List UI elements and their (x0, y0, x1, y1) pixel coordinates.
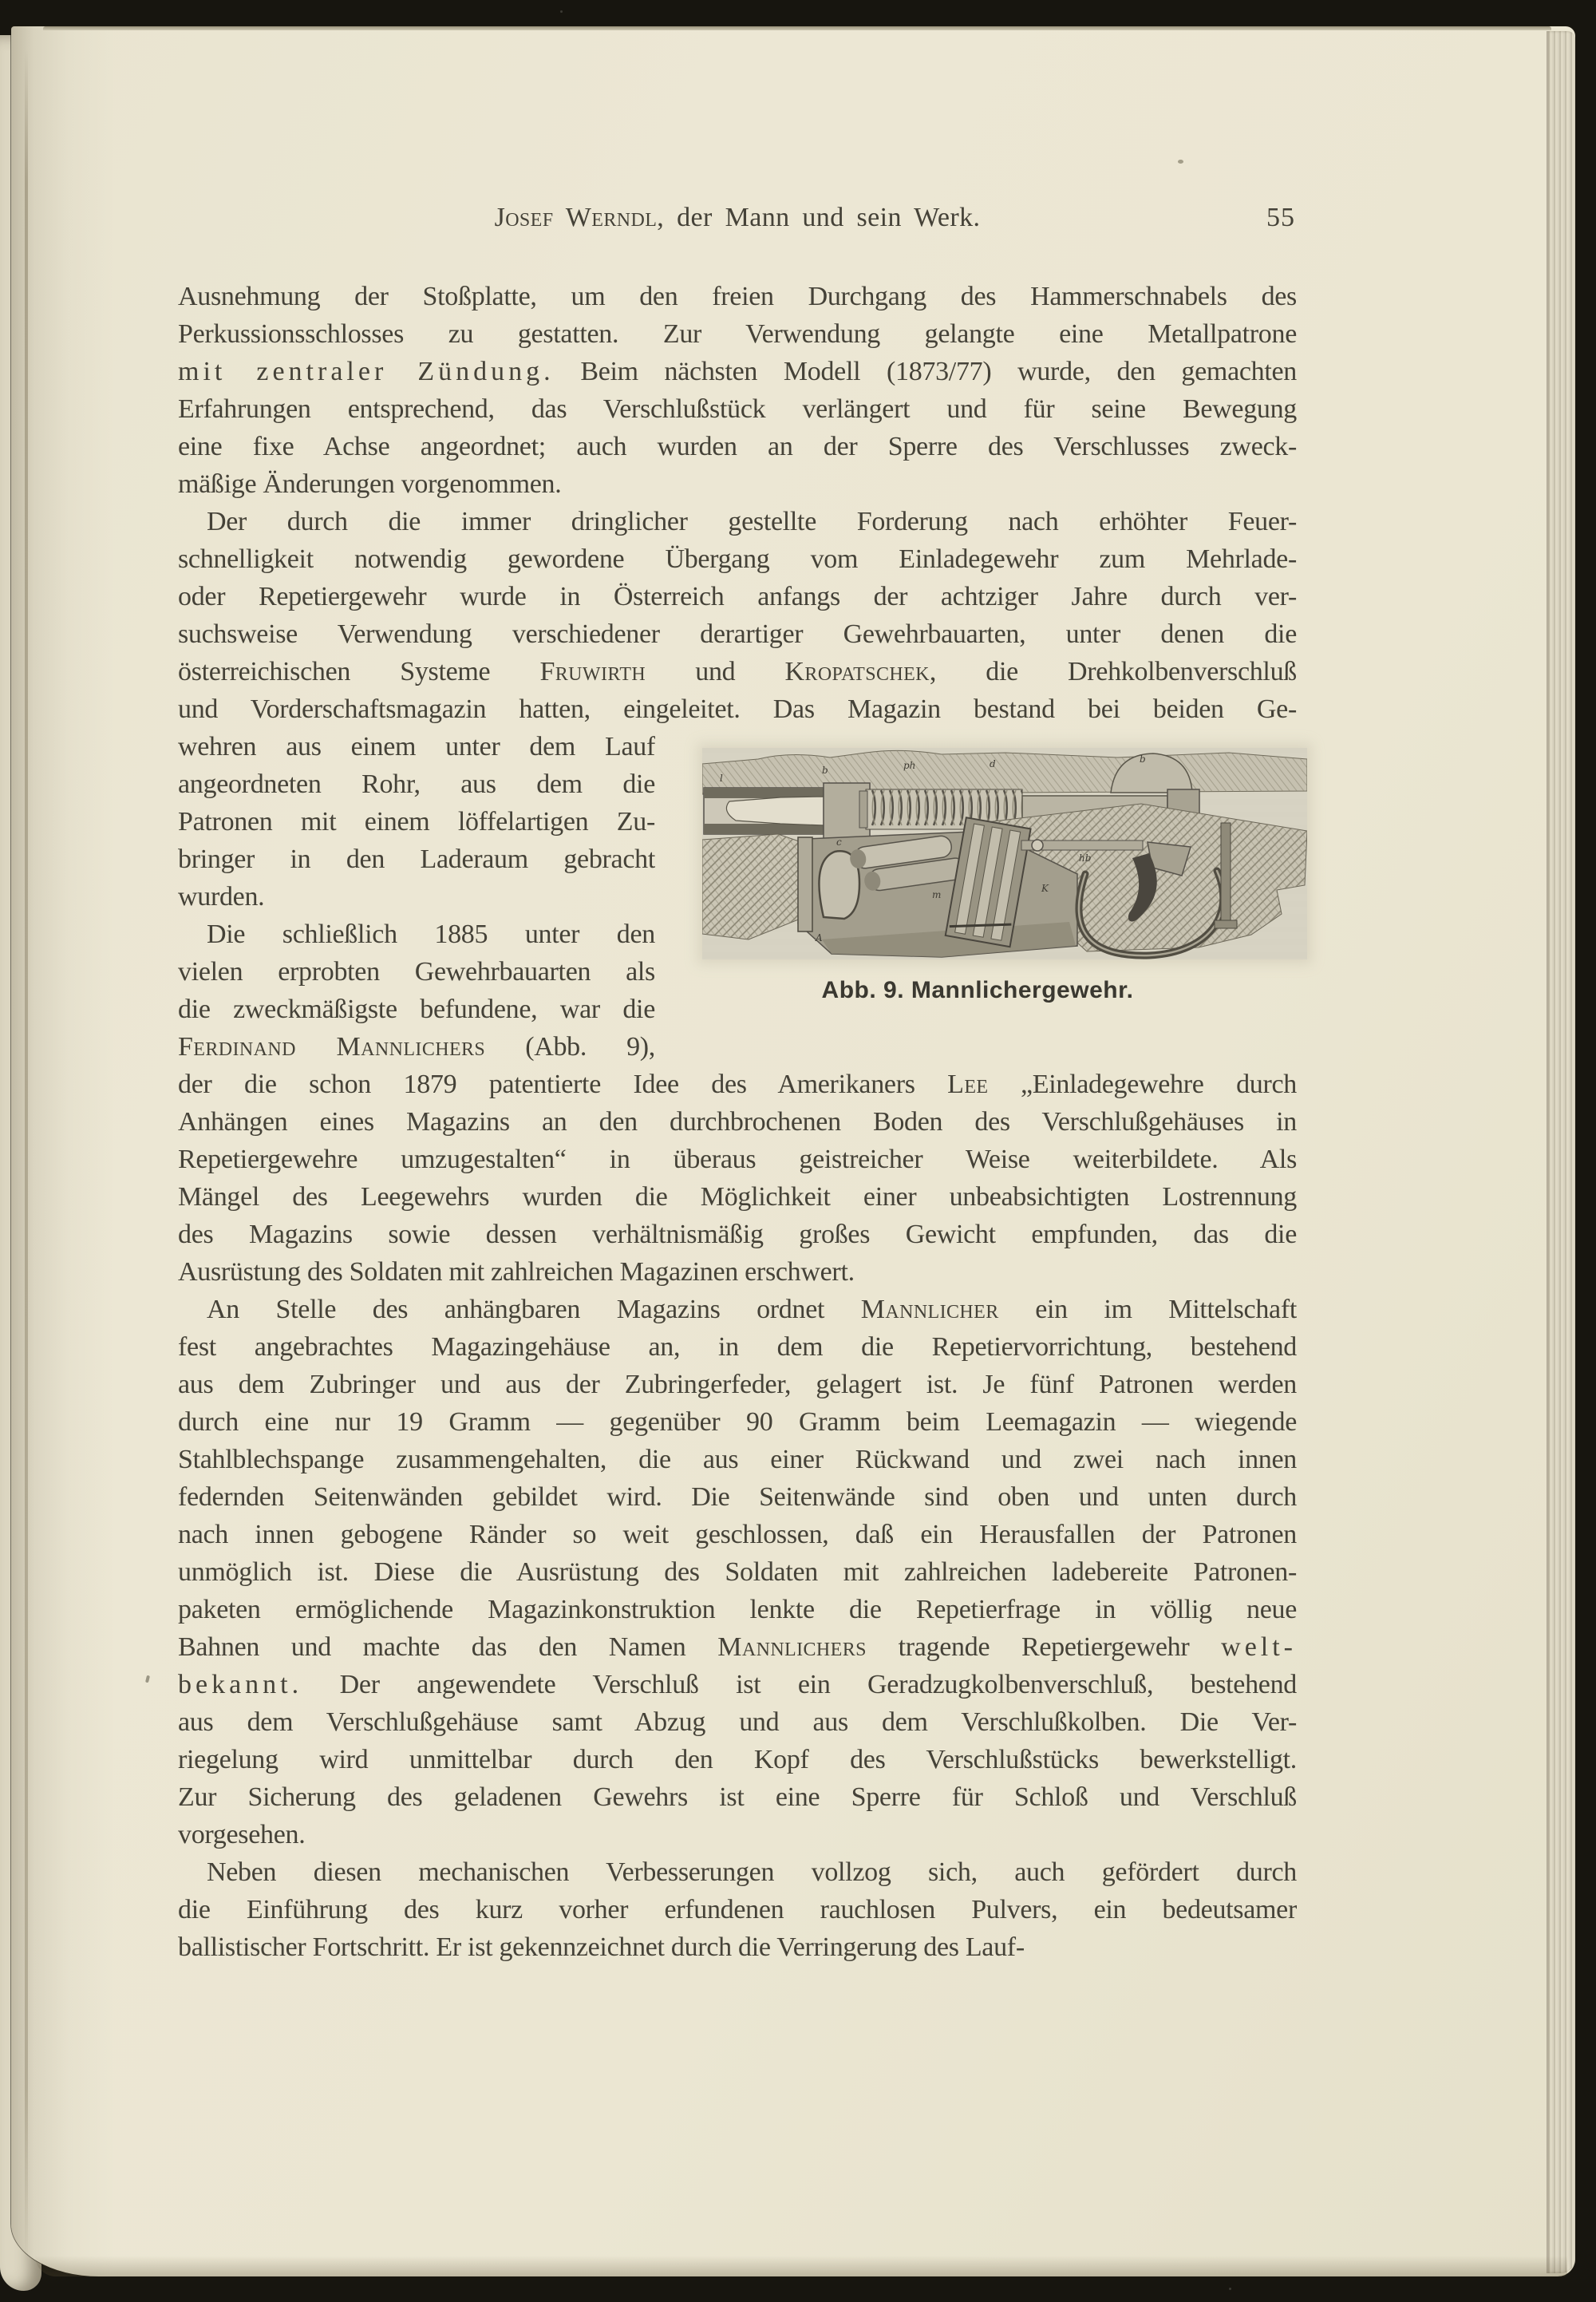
text-line (178, 690, 1297, 728)
text-run: der die schon 1879 patentierte Idee des Amerikaners (178, 1070, 948, 1099)
text-line (178, 1028, 655, 1066)
text-line (178, 1928, 1297, 1966)
small-caps-name: Mannlicher (860, 1295, 999, 1324)
text-line (178, 1366, 1297, 1403)
text-run: bekannt. (178, 1670, 303, 1699)
text-run: vielen erprobten Gewehrbauarten als (178, 957, 655, 987)
text-run: Stahlblechspange zusammengehalten, die aus einer Rückwand und zwei nach innen (178, 1445, 1297, 1474)
text-line (178, 1253, 1297, 1291)
text-run: mäßige Änderungen vorgenommen. (178, 469, 562, 499)
figure-abb-9 (702, 748, 1307, 959)
text-run: paketen ermöglichende Magazinkonstruktion lenkte die Repetierfrage in völlig neue (178, 1595, 1297, 1624)
text-line (178, 1591, 1297, 1628)
figure-part-label: b (822, 765, 828, 776)
text-line (178, 1816, 1297, 1853)
text-run: angeordneten Rohr, aus dem die (178, 769, 655, 799)
text-line (178, 1328, 1297, 1366)
text-run: , der Mann und sein Werk. (657, 203, 981, 232)
text-run: ballistischer Fortschritt. Er ist gekennzeichnet durch die Verringerung des Lauf- (178, 1932, 1025, 1962)
text-run: suchsweise Verwendung verschiedener derartiger Gewehrbauarten, unter denen die (178, 619, 1297, 649)
dust-speck (1229, 2288, 1231, 2290)
text-line (178, 1553, 1297, 1591)
text-line (178, 1778, 1297, 1816)
small-caps-name: Ferdinand Mannlichers (178, 1032, 486, 1062)
text-run: wehren aus einem unter dem Lauf (178, 732, 655, 761)
gutter-shadow (11, 26, 115, 2276)
text-run: Neben diesen mechanischen Verbesserungen vollzog sich, auch gefördert durch (207, 1857, 1297, 1887)
page-top-edge (43, 26, 1551, 30)
text-run: unmöglich ist. Diese die Ausrüstung des Soldaten mit zahlreichen ladebereite Patronen- (178, 1557, 1297, 1587)
figure-part-label: l (720, 773, 723, 784)
text-line (178, 1141, 1297, 1178)
page-title (178, 200, 1297, 236)
text-line (178, 1403, 1297, 1441)
text-line (178, 278, 1297, 315)
text-line (178, 390, 1297, 428)
text-run: (Abb. 9), (485, 1032, 655, 1062)
text-run: federnden Seitenwänden gebildet wird. Die Seitenwände sind oben und unten durch (178, 1482, 1297, 1512)
text-line (178, 1853, 1297, 1891)
figure-part-label: K (1041, 883, 1049, 894)
page-number: 55 (1266, 203, 1295, 232)
text-run: Bahnen und machte das den Namen (178, 1632, 718, 1662)
text-line (178, 353, 1297, 390)
text-run: Ausrüstung des Soldaten mit zahlreichen Magazinen erschwert. (178, 1257, 855, 1287)
figure-part-label: c (836, 837, 842, 848)
text-line (178, 728, 655, 765)
text-run: ein im Mittelschaft (998, 1295, 1297, 1324)
text-run: oder Repetiergewehr wurde in Österreich anfangs der achtziger Jahre durch ver- (178, 582, 1297, 611)
text-line (178, 1103, 1297, 1141)
text-run: An Stelle des anhängbaren Magazins ordnet (207, 1295, 861, 1324)
text-run: fest angebrachtes Magazingehäuse an, in dem die Repetiervorrichtung, bestehend (178, 1332, 1297, 1362)
text-run: die Einführung des kurz vorher erfundenen rauchlosen Pulvers, ein bedeutsamer (178, 1895, 1297, 1924)
text-run: aus dem Verschlußgehäuse samt Abzug und aus dem Verschlußkolben. Die Ver- (178, 1707, 1297, 1737)
text-line (178, 653, 1297, 690)
text-line (178, 1441, 1297, 1478)
text-line (178, 1628, 1297, 1666)
running-header (178, 200, 1297, 236)
text-run: Anhängen eines Magazins an den durchbrochenen Boden des Verschlußgehäuses in (178, 1107, 1297, 1137)
text-line (178, 1666, 1297, 1703)
figure-part-label: b (1140, 753, 1146, 765)
text-run: vorgesehen. (178, 1820, 306, 1849)
text-run: und Vorderschaftsmagazin hatten, eingeleitet. Das Magazin bestand bei beiden Ge- (178, 694, 1297, 724)
text-run: welt- (1221, 1632, 1297, 1662)
text-run: Der durch die immer dringlicher gestellte Forderung nach erhöhter Feuer- (207, 507, 1297, 536)
text-line (178, 991, 655, 1028)
text-line (178, 1291, 1297, 1328)
text-line (178, 841, 655, 878)
text-line (178, 428, 1297, 465)
text-run: und (646, 657, 785, 686)
text-run: , die Drehkolbenverschluß (929, 657, 1297, 686)
text-line (178, 540, 1297, 578)
text-run: wurden. (178, 882, 265, 912)
text-run: nach innen gebogene Ränder so weit geschlossen, daß ein Herausfallen der Patronen (178, 1520, 1297, 1549)
text-run: Beim nächsten Modell (1873/77) wurde, den gemachten (554, 357, 1297, 386)
text-run: eine fixe Achse angeordnet; auch wurden an der Sperre des Verschlusses zweck- (178, 432, 1297, 461)
text-line (178, 1891, 1297, 1928)
small-caps-name: Mannlichers (717, 1632, 867, 1662)
small-caps-name: Fruwirth (539, 657, 646, 686)
text-run: „Einladegewehre durch (988, 1070, 1297, 1099)
small-caps-name: Lee (947, 1070, 989, 1099)
text-run: aus dem Zubringer und aus der Zubringerfeder, gelagert ist. Je fünf Patronen werden (178, 1370, 1297, 1399)
text-line (178, 1066, 1297, 1103)
text-run: schnelligkeit notwendig gewordene Übergang vom Einladegewehr zum Mehrlade- (178, 544, 1297, 574)
small-caps-name: Josef Werndl (494, 203, 658, 232)
dust-speck (560, 10, 563, 13)
text-line (178, 1703, 1297, 1741)
text-line (178, 465, 1297, 503)
paper-speck (1178, 160, 1183, 164)
text-run: Erfahrungen entsprechend, das Verschlußstück verlängert und für seine Bewegung (178, 394, 1297, 424)
text-line (178, 878, 655, 916)
text-run: Der angewendete Verschluß ist ein Geradzugkolbenverschluß, bestehend (302, 1670, 1297, 1699)
text-run: mit zentraler Zündung. (178, 357, 555, 386)
text-line (178, 503, 1297, 540)
text-line (178, 315, 1297, 353)
text-run: durch eine nur 19 Gramm — gegenüber 90 Gramm beim Leemagazin — wiegende (178, 1407, 1297, 1437)
text-run: die zweckmäßigste befundene, war die (178, 995, 655, 1024)
figure-part-label: m (932, 889, 942, 900)
figure-part-label: d (990, 758, 996, 769)
text-run: österreichischen Systeme (178, 657, 540, 686)
text-line (178, 1478, 1297, 1516)
page-bottom-shadow (35, 2256, 1567, 2276)
rifle-engraving (702, 748, 1307, 959)
figure-caption: Abb. 9. Mannlichergewehr. (821, 977, 1134, 1003)
text-line (178, 765, 655, 803)
figure-part-label: hb (1079, 852, 1092, 864)
body-text (178, 278, 1297, 1966)
text-run: riegelung wird unmittelbar durch den Kopf des Verschlußstücks bewerkstelligt. (178, 1745, 1297, 1774)
fore-edge-page-stack (1547, 31, 1575, 2273)
text-run: Perkussionsschlosses zu gestatten. Zur Verwendung gelangte eine Metallpatrone (178, 319, 1297, 349)
gutter-crease (25, 50, 28, 2265)
small-caps-name: Kropatschek (784, 657, 930, 686)
text-run: des Magazins sowie dessen verhältnismäßig großes Gewicht empfunden, das die (178, 1220, 1297, 1249)
text-run: Patronen mit einem löffelartigen Zu- (178, 807, 655, 837)
text-line (178, 916, 655, 953)
text-run: Ausnehmung der Stoßplatte, um den freien Durchgang des Hammerschnabels des (178, 282, 1297, 311)
text-run: Repetiergewehre umzugestalten“ in überaus geistreicher Weise weiterbildete. Als (178, 1145, 1297, 1174)
text-line (178, 578, 1297, 615)
figure-part-label: A (816, 932, 823, 943)
text-line (178, 1178, 1297, 1216)
text-line (178, 953, 655, 991)
text-line (178, 1216, 1297, 1253)
text-line (178, 1741, 1297, 1778)
text-run: Zur Sicherung des geladenen Gewehrs ist eine Sperre für Schloß und Verschluß (178, 1782, 1297, 1812)
text-run: Mängel des Leegewehrs wurden die Möglichkeit einer unbeabsichtigten Lostrennung (178, 1182, 1297, 1212)
text-run: tragende Repetiergewehr (866, 1632, 1222, 1662)
text-line (178, 803, 655, 841)
figure-part-label: ph (903, 760, 916, 771)
text-line (178, 615, 1297, 653)
text-line (178, 1516, 1297, 1553)
text-run: Die schließlich 1885 unter den (207, 920, 655, 949)
text-run: bringer in den Laderaum gebracht (178, 844, 655, 874)
